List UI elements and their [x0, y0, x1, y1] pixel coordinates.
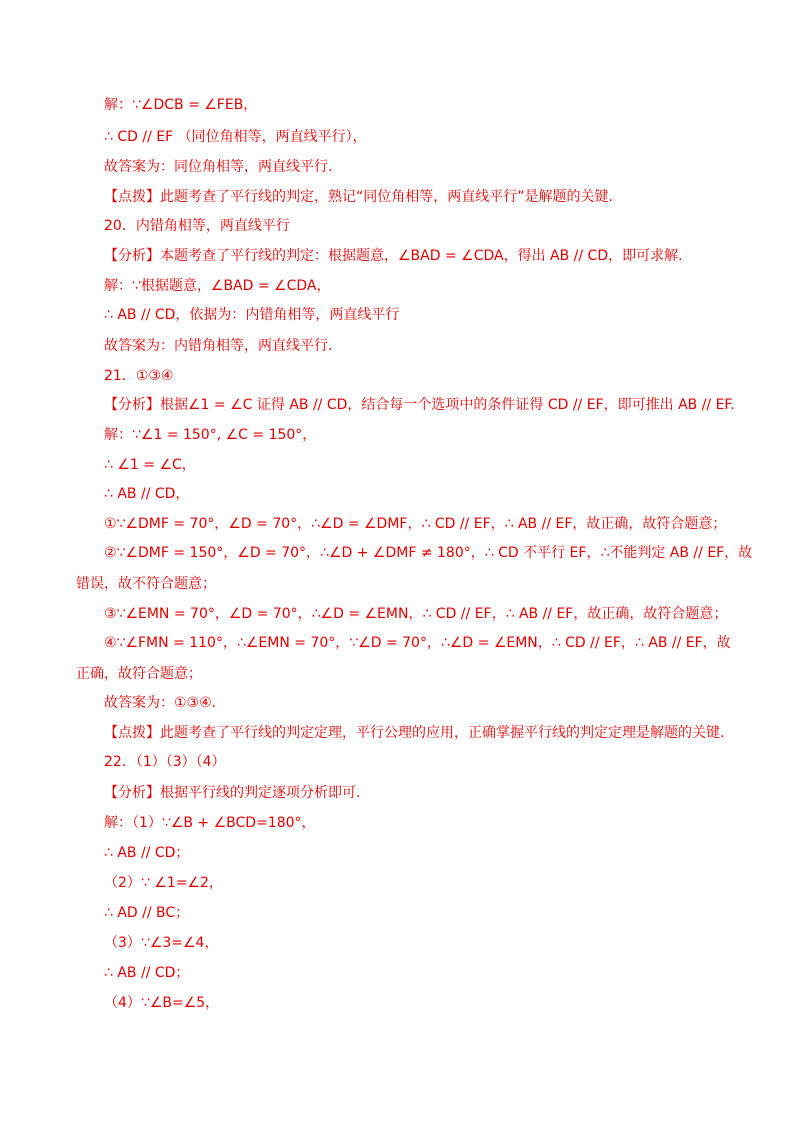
- solution-19-line-1: 解：∵∠DCB = ∠FEB，: [104, 97, 258, 113]
- question-21-answer: 21．①③④: [104, 368, 174, 384]
- option-3-analysis: ③∵∠EMN = 70°，∠D = 70°，∴∠D = ∠EMN，∴ CD // EF，∴ AB // EF，故正确，故符合题意；: [104, 606, 728, 622]
- solution-22-line-7: （4）∵∠B=∠5，: [104, 995, 220, 1011]
- answer-21: 故答案为：①③④.: [104, 695, 217, 711]
- analysis-20: 【分析】本题考查了平行线的判定：根据题意，∠BAD = ∠CDA，得出 AB // CD，即可求解.: [104, 248, 683, 264]
- solution-22-line-1: 解：（1）∵∠B + ∠BCD=180°，: [104, 815, 316, 831]
- option-4-analysis: ④∵∠FMN = 110°，∴∠EMN = 70°，∵∠D = 70°，∴∠D = ∠EMN，∴ CD // EF，∴ AB // EF，故: [104, 635, 731, 651]
- solution-22-line-4: ∴ AD // BC；: [104, 905, 190, 921]
- analysis-21: 【分析】根据∠1 = ∠C 证得 AB // CD，结合每一个选项中的条件证得 CD // EF，即可推出 AB // EF.: [104, 397, 735, 413]
- solution-22-line-5: （3）∵∠3=∠4，: [104, 935, 219, 951]
- option-2-analysis: ②∵∠DMF = 150°，∠D = 70°，∴∠D + ∠DMF ≠ 180°，∴ CD 不平行 EF，∴不能判定 AB // EF，故: [104, 545, 753, 561]
- solution-21-line-1: 解：∵∠1 = 150°, ∠C = 150°，: [104, 427, 317, 443]
- option-4-analysis-cont: 正确，故符合题意；: [76, 666, 202, 682]
- analysis-22: 【分析】根据平行线的判定逐项分析即可.: [104, 785, 361, 801]
- option-1-analysis: ①∵∠DMF = 70°，∠D = 70°，∴∠D = ∠DMF，∴ CD // EF，∴ AB // EF，故正确，故符合题意；: [104, 516, 727, 532]
- question-20-answer: 20．内错角相等，两直线平行: [104, 218, 290, 234]
- question-22-answer: 22．（1）（3）（4）: [104, 754, 226, 770]
- solution-20-line-2: ∴ AB // CD，依据为：内错角相等，两直线平行: [104, 307, 400, 323]
- solution-22-line-3: （2）∵ ∠1=∠2，: [104, 875, 223, 891]
- answer-20: 故答案为：内错角相等，两直线平行.: [104, 338, 333, 354]
- solution-21-line-2: ∴ ∠1 = ∠C，: [104, 457, 196, 473]
- tip-19: 【点拨】此题考查了平行线的判定，熟记“同位角相等，两直线平行”是解题的关键.: [104, 189, 613, 205]
- tip-21: 【点拨】此题考查了平行线的判定定理，平行公理的应用，正确掌握平行线的判定定理是解题的关键.: [104, 725, 725, 741]
- solution-22-line-2: ∴ AB // CD；: [104, 845, 190, 861]
- solution-20-line-1: 解：∵根据题意，∠BAD = ∠CDA，: [104, 278, 331, 294]
- option-2-analysis-cont: 错误，故不符合题意；: [76, 576, 216, 592]
- answer-19: 故答案为：同位角相等，两直线平行.: [104, 159, 333, 175]
- solution-19-line-2: ∴ CD // EF （同位角相等，两直线平行），: [104, 129, 367, 145]
- solution-21-line-3: ∴ AB // CD，: [104, 486, 190, 502]
- solution-22-line-6: ∴ AB // CD；: [104, 965, 190, 981]
